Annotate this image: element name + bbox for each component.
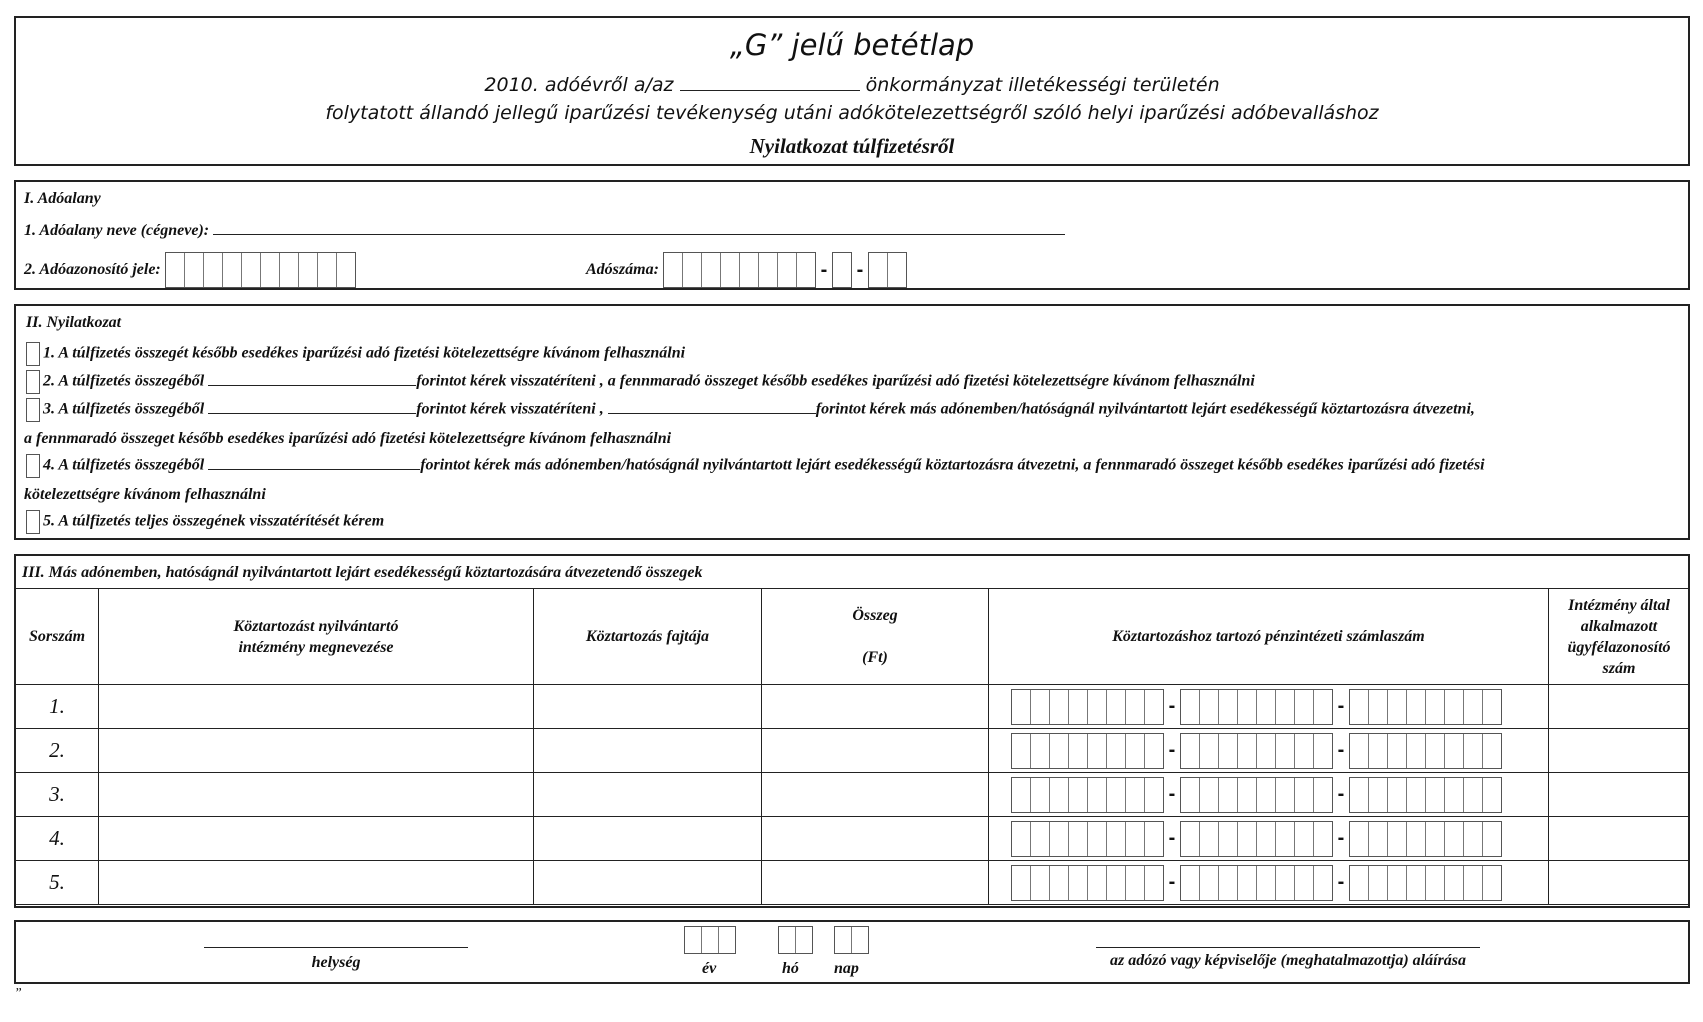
closing-quote-mark: ” <box>14 986 22 1001</box>
client-id-cell[interactable] <box>1549 861 1690 905</box>
place-label: helység <box>311 954 361 971</box>
client-id-cell[interactable] <box>1549 685 1690 729</box>
amount-cell[interactable] <box>762 729 989 773</box>
amount-cell[interactable] <box>762 773 989 817</box>
account-digit-group[interactable] <box>1349 733 1502 769</box>
institution-cell[interactable] <box>99 861 534 905</box>
taxnum-cells-county[interactable] <box>868 252 907 288</box>
row-number: 1. <box>16 685 99 729</box>
dash-separator: - <box>1168 739 1176 761</box>
option-4-cont: kötelezettségre kívánom felhasználni <box>24 486 266 503</box>
section2-title: II. Nyilatkozat <box>26 314 122 331</box>
taxnum-row <box>586 252 907 288</box>
form-title: „G” jelű betétlap <box>729 28 975 62</box>
amount-cell[interactable] <box>762 685 989 729</box>
client-id-cell[interactable] <box>1549 773 1690 817</box>
section-taxpayer <box>14 180 1690 290</box>
month-cells[interactable] <box>778 926 813 954</box>
account-number-cell <box>989 773 1549 817</box>
signature-field[interactable] <box>1096 946 1480 948</box>
account-digit-group[interactable] <box>1180 821 1333 857</box>
municipality-field[interactable] <box>680 89 860 91</box>
table-row <box>16 817 1690 861</box>
institution-cell[interactable] <box>99 773 534 817</box>
table-row <box>16 685 1690 729</box>
table-row <box>16 861 1690 905</box>
option-3-text-a: 3. A túlfizetés összegéből <box>43 400 205 418</box>
row-number: 3. <box>16 773 99 817</box>
account-digit-group[interactable] <box>1180 733 1333 769</box>
taxpayer-name-label: 1. Adóalany neve (cégneve): <box>24 222 210 239</box>
option-3-checkbox[interactable] <box>26 398 40 422</box>
account-digit-group[interactable] <box>1011 733 1164 769</box>
account-digit-group[interactable] <box>1180 689 1333 725</box>
option-5-checkbox[interactable] <box>26 510 40 534</box>
dash-separator: - <box>1337 827 1345 849</box>
taxid-label: 2. Adóazonosító jele: <box>24 261 161 278</box>
section3-title: III. Más adónemben, hatóságnál nyilvántartott lejárt esedékességű köztartozására átvezetendő összegek <box>22 564 703 581</box>
option-3-text-c: forintot kérek más adónemben/hatóságnál nyilvántartott lejárt esedékességű köztartozásra átvezetni, <box>815 400 1475 418</box>
transfers-table <box>15 588 1690 905</box>
taxnum-label: Adószáma: <box>586 261 659 278</box>
dash-separator: - <box>856 258 864 281</box>
account-digit-group[interactable] <box>1011 865 1164 901</box>
place-field[interactable] <box>204 946 468 948</box>
account-digit-group[interactable] <box>1180 865 1333 901</box>
dash-separator: - <box>1337 695 1345 717</box>
section-declaration <box>14 304 1690 540</box>
dash-separator: - <box>1168 783 1176 805</box>
amount-cell[interactable] <box>762 861 989 905</box>
option-3-text-b: forintot kérek visszatéríteni , <box>416 400 604 418</box>
option-4-amount-field[interactable] <box>208 468 420 470</box>
account-number-fields <box>989 821 1548 857</box>
dash-separator: - <box>820 258 828 281</box>
option-4 <box>26 454 1485 478</box>
option-4-text-b: forintot kérek más adónemben/hatóságnál nyilvántartott lejárt esedékességű köztartozásra átvezetni, a fennmaradó összeget később esedékes iparűzési adó fizetési <box>420 456 1485 474</box>
col-sorszam: Sorszám <box>16 589 99 685</box>
option-3-transfer-field[interactable] <box>608 412 816 414</box>
header-line1-post: önkormányzat illetékességi területén <box>865 74 1220 96</box>
day-cells[interactable] <box>834 926 869 954</box>
header-line-1 <box>16 74 1688 96</box>
account-digit-group[interactable] <box>1180 777 1333 813</box>
account-digit-group[interactable] <box>1011 777 1164 813</box>
account-digit-group[interactable] <box>1349 865 1502 901</box>
table-header-row <box>16 589 1690 685</box>
account-digit-group[interactable] <box>1349 689 1502 725</box>
account-digit-group[interactable] <box>1349 777 1502 813</box>
account-digit-group[interactable] <box>1011 821 1164 857</box>
form-subtitle: Nyilatkozat túlfizetésről <box>749 134 955 158</box>
option-2-amount-field[interactable] <box>208 384 416 386</box>
account-digit-group[interactable] <box>1349 821 1502 857</box>
debt-type-cell[interactable] <box>534 861 762 905</box>
taxid-cells[interactable] <box>165 252 356 288</box>
amount-cell[interactable] <box>762 817 989 861</box>
dash-separator: - <box>1337 739 1345 761</box>
dash-separator: - <box>1168 695 1176 717</box>
option-4-text-a: 4. A túlfizetés összegéből <box>43 456 205 474</box>
col-debt-type: Köztartozás fajtája <box>534 589 762 685</box>
account-number-cell <box>989 861 1549 905</box>
year-cells[interactable] <box>684 926 736 954</box>
option-2-text-a: 2. A túlfizetés összegéből <box>43 372 205 390</box>
option-5-text: 5. A túlfizetés teljes összegének visszatérítését kérem <box>43 512 385 530</box>
option-4-checkbox[interactable] <box>26 454 40 478</box>
header-line-2: folytatott állandó jellegű iparűzési tevékenység utáni adókötelezettségről szóló helyi iparűzési adóbevalláshoz <box>325 102 1379 124</box>
option-2 <box>26 370 1255 394</box>
account-number-cell <box>989 817 1549 861</box>
header-box <box>14 16 1690 166</box>
year-label: év <box>702 960 717 977</box>
dash-separator: - <box>1337 783 1345 805</box>
taxid-row <box>24 252 356 288</box>
option-2-text-b: forintot kérek visszatéríteni , a fennmaradó összeget később esedékes iparűzési adó fizetési kötelezettségre kívánom felhasználni <box>416 372 1255 390</box>
account-number-fields <box>989 865 1548 901</box>
taxpayer-name-row <box>24 222 1065 240</box>
table-row <box>16 729 1690 773</box>
col-amount: Összeg (Ft) <box>762 589 989 685</box>
taxnum-cells-main[interactable] <box>663 252 816 288</box>
debt-type-cell[interactable] <box>534 773 762 817</box>
taxnum-cells-vat[interactable] <box>832 252 852 288</box>
client-id-cell[interactable] <box>1549 729 1690 773</box>
institution-cell[interactable] <box>99 729 534 773</box>
account-number-fields <box>989 689 1548 725</box>
account-number-fields <box>989 777 1548 813</box>
row-number: 5. <box>16 861 99 905</box>
signature-box <box>14 920 1690 984</box>
debt-type-cell[interactable] <box>534 685 762 729</box>
section1-title: I. Adóalany <box>24 190 101 207</box>
day-label: nap <box>834 960 859 977</box>
option-1-text: 1. A túlfizetés összegét később esedékes iparűzési adó fizetési kötelezettségre kívánom felhasználni <box>43 344 686 362</box>
signature-label: az adózó vagy képviselője (meghatalmazottja) aláírása <box>1110 952 1466 969</box>
account-number-fields <box>989 733 1548 769</box>
debt-type-cell[interactable] <box>534 729 762 773</box>
option-2-checkbox[interactable] <box>26 370 40 394</box>
dash-separator: - <box>1168 871 1176 893</box>
taxpayer-name-field[interactable] <box>213 233 1065 235</box>
institution-cell[interactable] <box>99 817 534 861</box>
option-5 <box>26 510 384 534</box>
table-row <box>16 773 1690 817</box>
client-id-cell[interactable] <box>1549 817 1690 861</box>
row-number: 2. <box>16 729 99 773</box>
col-institution: Köztartozást nyilvántartó intézmény megnevezése <box>99 589 534 685</box>
option-1-checkbox[interactable] <box>26 342 40 366</box>
row-number: 4. <box>16 817 99 861</box>
header-line1-pre: 2010. adóévről a/az <box>484 74 674 96</box>
dash-separator: - <box>1168 827 1176 849</box>
col-account-number: Köztartozáshoz tartozó pénzintézeti számlaszám <box>989 589 1549 685</box>
institution-cell[interactable] <box>99 685 534 729</box>
option-3-refund-field[interactable] <box>208 412 416 414</box>
account-number-cell <box>989 685 1549 729</box>
account-number-cell <box>989 729 1549 773</box>
col-client-id: Intézmény által alkalmazott ügyfélazonosító szám <box>1549 589 1690 685</box>
debt-type-cell[interactable] <box>534 817 762 861</box>
option-1 <box>26 342 685 366</box>
account-digit-group[interactable] <box>1011 689 1164 725</box>
month-label: hó <box>782 960 799 977</box>
dash-separator: - <box>1337 871 1345 893</box>
option-3 <box>26 398 1475 422</box>
option-3-cont: a fennmaradó összeget később esedékes iparűzési adó fizetési kötelezettségre kívánom felhasználni <box>24 430 672 447</box>
